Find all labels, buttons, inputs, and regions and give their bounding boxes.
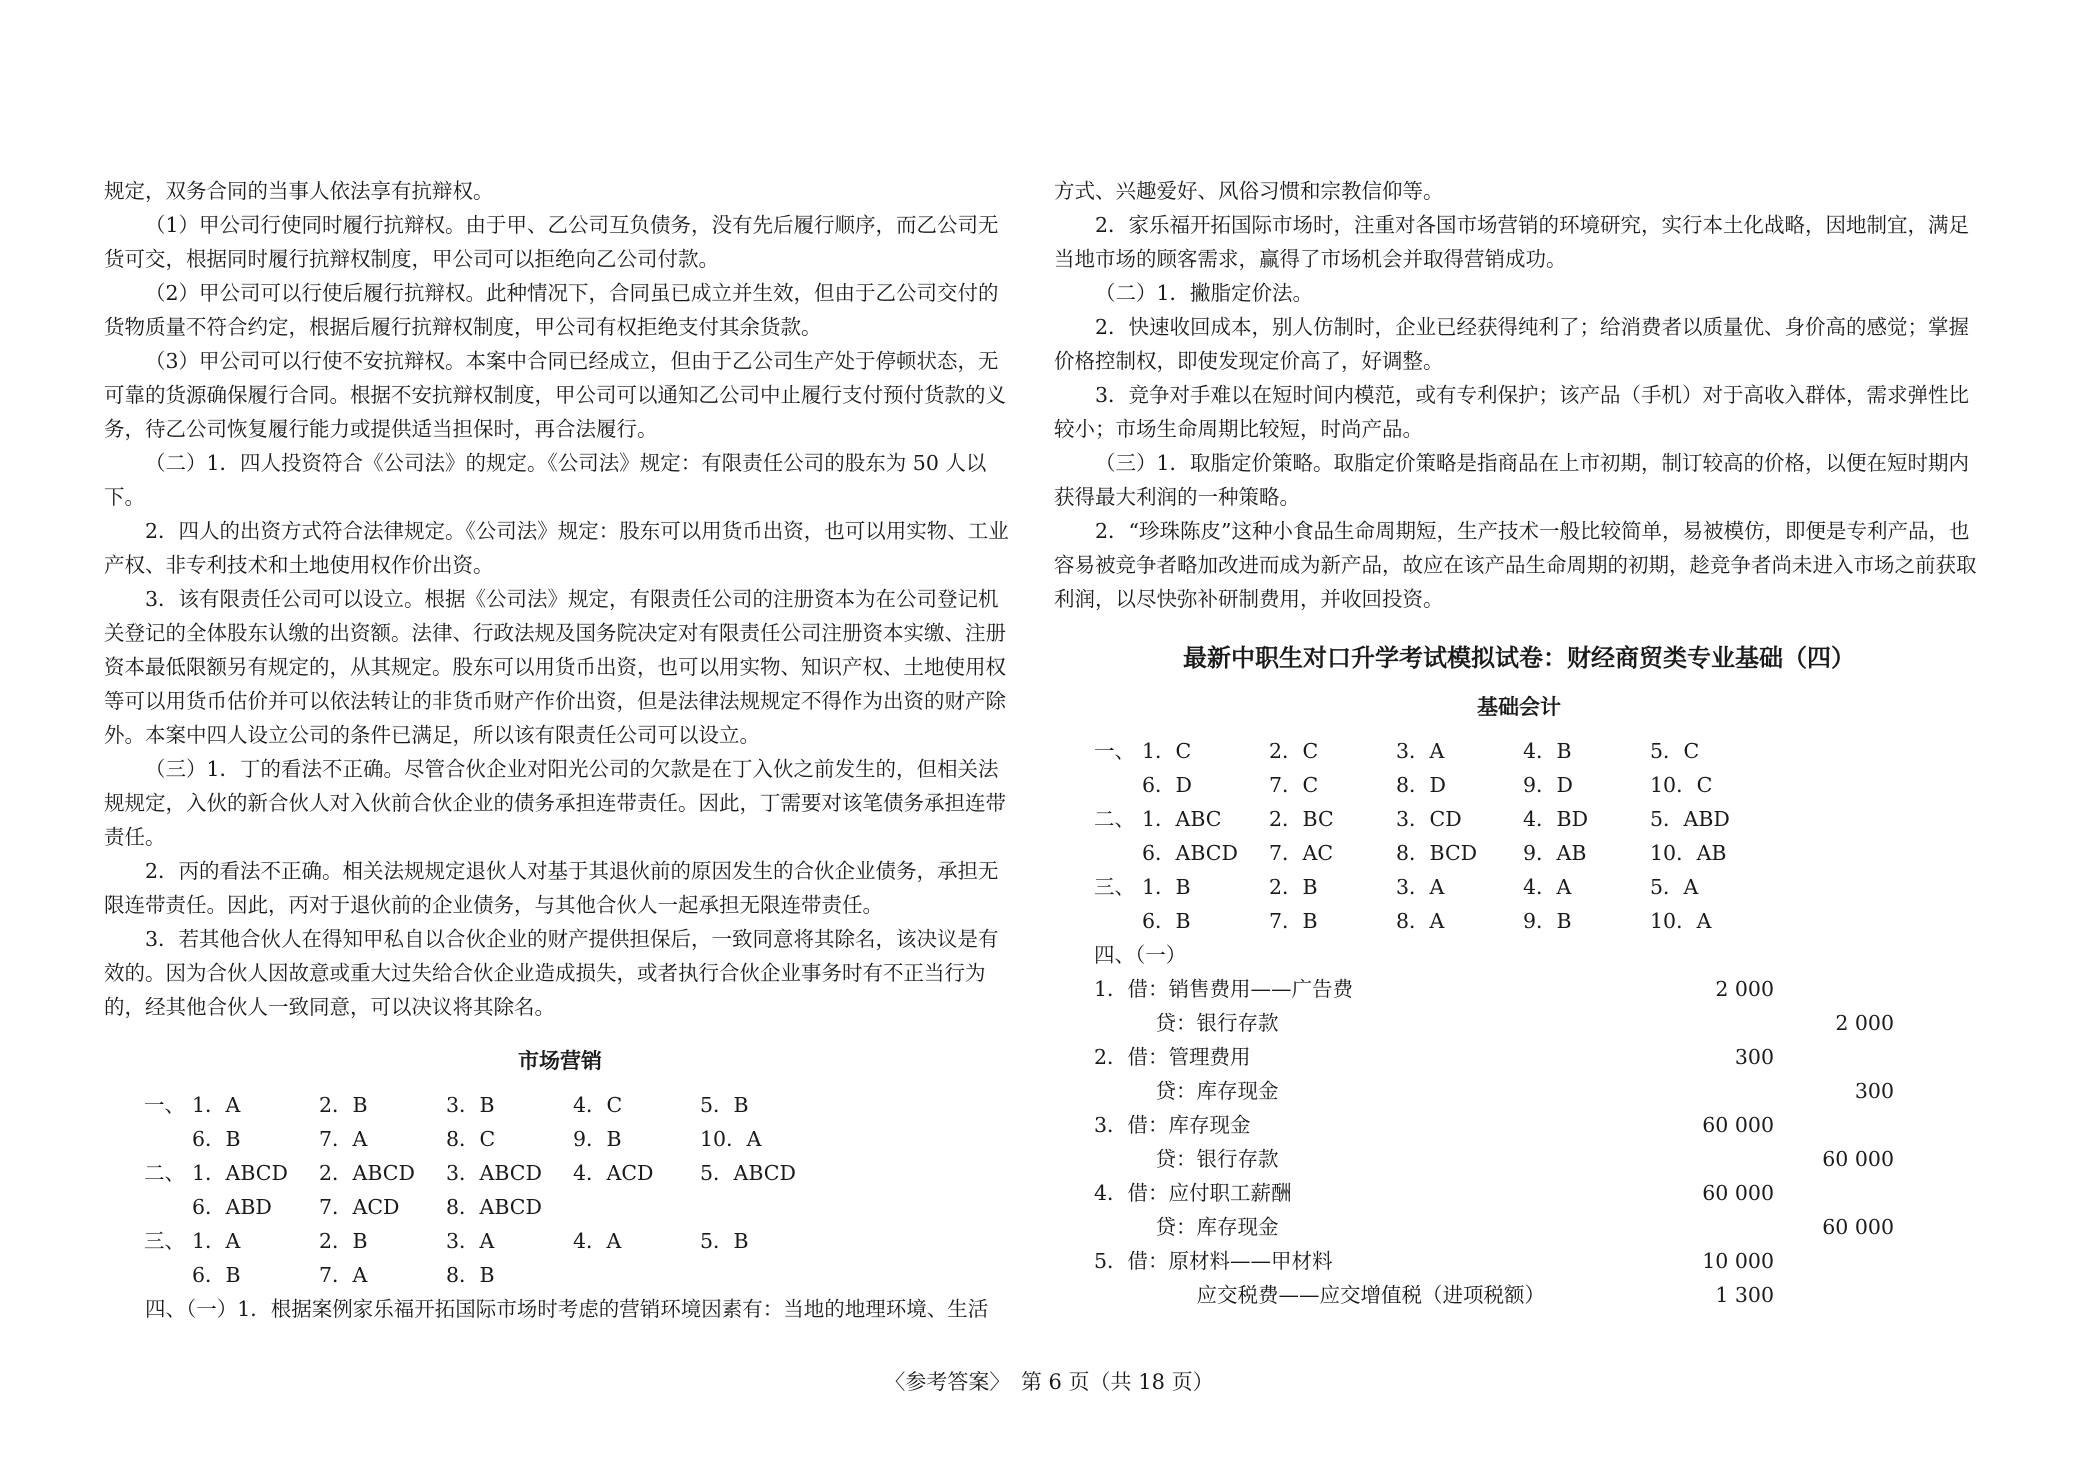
right-column: [1054, 174, 1984, 1312]
answer-cell: 2．ABCD: [319, 1161, 415, 1185]
left-column: [104, 174, 1016, 1326]
paragraph: 2．“珍珠陈皮”这种小食品生命周期短，生产技术一般比较简单，易被模仿，即便是专利产品，也容易被竞争者略加改进而成为新产品，故应在该产品生命周期的初期，趁竞争者尚未进入市场之前获取利润，以尽快弥补研制费用，并收回投资。: [1054, 519, 1977, 611]
marketing-answer-grid: [144, 1088, 1016, 1292]
credit-amount: 60 000: [1822, 1147, 1894, 1171]
answer-cell: 3．CD: [1396, 807, 1462, 831]
journal-account: 5．借：原材料——甲材料: [1094, 1249, 1333, 1273]
debit-amount: 10 000: [1702, 1249, 1774, 1273]
answer-section-label: [1094, 904, 1142, 938]
journal-account: 1．借：销售费用——广告费: [1094, 977, 1354, 1001]
debit-amount: 1 300: [1715, 1283, 1774, 1307]
debit-amount: 2 000: [1715, 977, 1774, 1001]
debit-amount: [1654, 1210, 1774, 1244]
answer-cell: 4．ACD: [573, 1161, 654, 1185]
journal-account: 贷：银行存款: [1094, 1147, 1279, 1171]
answer-cell: 8．BCD: [1396, 841, 1478, 865]
answer-section-label: [144, 1190, 192, 1224]
paragraph: 3．竞争对手难以在短时间内模范，或有专利保护；该产品（手机）对于高收入群体，需求弹性比较小；市场生命周期比较短，时尚产品。: [1054, 383, 1970, 441]
right-paragraphs: [1054, 174, 1984, 616]
answer-cell: 7．A: [319, 1263, 368, 1287]
answer-cell: 1．A: [192, 1093, 241, 1117]
answer-row: [144, 1122, 1016, 1156]
paragraph: 3．若其他合伙人在得知甲私自以合伙企业的财产提供担保后，一致同意将其除名，该决议是有效的。因为合伙人因故意或重大过失给合伙企业造成损失，或者执行合伙企业事务时有不正当行为的，经其他合伙人一致同意，可以决议将其除名。: [104, 927, 999, 1019]
answer-cell: 8．B: [446, 1263, 495, 1287]
paragraph: （二）1．撇脂定价法。: [1095, 281, 1314, 305]
answer-cell: 8．D: [1396, 773, 1446, 797]
answer-cell: 9．B: [573, 1127, 622, 1151]
answer-cell: 5．B: [700, 1093, 749, 1117]
answer-cell: [700, 1190, 827, 1224]
debit-amount: [1654, 1006, 1774, 1040]
debit-amount: 60 000: [1702, 1181, 1774, 1205]
answer-cell: 8．A: [1396, 909, 1445, 933]
paragraph: 2．丙的看法不正确。相关法规规定退伙人对基于其退伙前的原因发生的合伙企业债务，承担无限连带责任。因此，丙对于退伙前的企业债务，与其他合伙人一起承担无限连带责任。: [104, 859, 999, 917]
journal-entry-row: [1094, 1176, 1984, 1210]
paragraph: （1）甲公司行使同时履行抗辩权。由于甲、乙公司互负债务，没有先后履行顺序，而乙公司无货可交，根据同时履行抗辩权制度，甲公司可以拒绝向乙公司付款。: [104, 213, 999, 271]
answer-section-label: 三、: [144, 1229, 185, 1253]
answer-cell: 8．C: [446, 1127, 496, 1151]
debit-amount: [1654, 1142, 1774, 1176]
answer-cell: 1．C: [1142, 739, 1192, 763]
debit-amount: [1654, 1074, 1774, 1108]
answer-cell: 10．A: [1650, 909, 1712, 933]
credit-amount: [1774, 1040, 1894, 1074]
paragraph: （三）1．丁的看法不正确。尽管合伙企业对阳光公司的欠款是在丁入伙之前发生的，但相关法规规定，入伙的新合伙人对入伙前合伙企业的债务承担连带责任。因此，丁需要对该笔债务承担连带责任。: [104, 757, 1006, 849]
credit-amount: [1774, 972, 1894, 1006]
answer-cell: 4．A: [573, 1229, 622, 1253]
answer-cell: 5．ABCD: [700, 1161, 796, 1185]
answer-cell: 4．B: [1523, 739, 1572, 763]
answer-row: [1094, 870, 1984, 904]
answer-cell: 4．BD: [1523, 807, 1589, 831]
journal-entry-row: [1094, 1040, 1984, 1074]
answer-cell: 5．B: [700, 1229, 749, 1253]
paragraph: 3．该有限责任公司可以设立。根据《公司法》规定，有限责任公司的注册资本为在公司登记机关登记的全体股东认缴的出资额。法律、行政法规及国务院决定对有限责任公司注册资本实缴、注册资本最低限额另有规定的，从其规定。股东可以用货币出资，也可以用实物、知识产权、土地使用权等可以用货币估价并可以依法转让的非货币财产作价出资，但是法律法规规定不得作为出资的财产除外。本案中四人设立公司的条件已满足，所以该有限责任公司可以设立。: [104, 587, 1006, 747]
answer-cell: 6．B: [192, 1263, 241, 1287]
answer-cell: 7．AC: [1269, 841, 1334, 865]
journal-entry-row: [1094, 1006, 1984, 1040]
answer-cell: 6．ABD: [192, 1195, 272, 1219]
answer-cell: [573, 1190, 700, 1224]
credit-amount: 300: [1854, 1079, 1894, 1103]
journal-entry-row: [1094, 1210, 1984, 1244]
credit-amount: 60 000: [1822, 1215, 1894, 1239]
journal-account: 贷：银行存款: [1094, 1011, 1279, 1035]
journal-entry-row: [1094, 1074, 1984, 1108]
answer-cell: 9．B: [1523, 909, 1572, 933]
answer-cell: 7．C: [1269, 773, 1319, 797]
answer-cell: 10．A: [700, 1127, 762, 1151]
answer-cell: 10．AB: [1650, 841, 1727, 865]
answer-row: [1094, 734, 1984, 768]
section4-label: 四、（一）: [1094, 943, 1187, 967]
answer-section-label: [144, 1258, 192, 1292]
credit-amount: [1774, 1244, 1894, 1278]
answer-row: [1094, 802, 1984, 836]
answer-cell: 5．A: [1650, 875, 1699, 899]
accounting-answer-grid: [1094, 734, 1984, 938]
answer-cell: 2．B: [319, 1229, 368, 1253]
answer-row: [144, 1156, 1016, 1190]
journal-account: 贷：库存现金: [1094, 1215, 1279, 1239]
credit-amount: [1774, 1176, 1894, 1210]
journal-account: 3．借：库存现金: [1094, 1113, 1251, 1137]
answer-cell: 6．D: [1142, 773, 1192, 797]
paragraph: （2）甲公司可以行使后履行抗辩权。此种情况下，合同虽已成立并生效，但由于乙公司交付的货物质量不符合约定，根据后履行抗辩权制度，甲公司有权拒绝支付其余货款。: [104, 281, 999, 339]
answer-cell: 4．A: [1523, 875, 1572, 899]
journal-account: 2．借：管理费用: [1094, 1045, 1251, 1069]
journal-account: 4．借：应付职工薪酬: [1094, 1181, 1292, 1205]
journal-account: 贷：库存现金: [1094, 1079, 1279, 1103]
credit-amount: [1774, 1278, 1894, 1312]
answer-cell: 3．ABCD: [446, 1161, 542, 1185]
journal-entry-row: [1094, 1278, 1984, 1312]
answer-cell: 5．C: [1650, 739, 1700, 763]
paragraph: 方式、兴趣爱好、风俗习惯和宗教信仰等。: [1054, 179, 1444, 203]
paragraph: （二）1．四人投资符合《公司法》的规定。《公司法》规定：有限责任公司的股东为 50 人以下。: [104, 451, 987, 509]
answer-cell: 6．B: [1142, 909, 1191, 933]
answer-cell: 4．C: [573, 1093, 623, 1117]
answer-cell: 7．A: [319, 1127, 368, 1151]
answer-section-label: 一、: [1094, 739, 1135, 763]
answer-section-label: [1094, 836, 1142, 870]
answer-cell: 2．B: [1269, 875, 1318, 899]
exam-title: 最新中职生对口升学考试模拟试卷：财经商贸类专业基础（四）: [1183, 644, 1855, 672]
answer-section-label: 二、: [144, 1161, 185, 1185]
answer-cell: 1．ABC: [1142, 807, 1222, 831]
answer-row: [1094, 768, 1984, 802]
paragraph: （三）1．取脂定价策略。取脂定价策略是指商品在上市初期，制订较高的价格，以便在短时期内获得最大利润的一种策略。: [1054, 451, 1970, 509]
journal-entry-row: [1094, 1244, 1984, 1278]
answer-section-label: [1094, 768, 1142, 802]
marketing-heading: 市场营销: [518, 1049, 602, 1073]
marketing-section4-paragraph: 四、（一）1．根据案例家乐福开拓国际市场时考虑的营销环境因素有：当地的地理环境、生活: [145, 1297, 989, 1321]
journal-account: 应交税费——应交增值税（进项税额）: [1094, 1283, 1545, 1307]
answer-row: [144, 1088, 1016, 1122]
credit-amount: [1774, 1108, 1894, 1142]
answer-section-label: 三、: [1094, 875, 1135, 899]
paragraph: 2．快速收回成本，别人仿制时，企业已经获得纯利了；给消费者以质量优、身价高的感觉；掌握价格控制权，即使发现定价高了，好调整。: [1054, 315, 1970, 373]
paragraph: 2．家乐福开拓国际市场时，注重对各国市场营销的环境研究，实行本土化战略，因地制宜，满足当地市场的顾客需求，赢得了市场机会并取得营销成功。: [1054, 213, 1970, 271]
page-footer: 〈参考答案〉 第 6 页（共 18 页）: [884, 1370, 1214, 1394]
answer-row: [144, 1190, 1016, 1224]
answer-cell: 3．A: [1396, 875, 1445, 899]
answer-cell: 1．ABCD: [192, 1161, 288, 1185]
answer-cell: [700, 1258, 827, 1292]
answer-section-label: 二、: [1094, 807, 1135, 831]
journal-entry-row: [1094, 972, 1984, 1006]
answer-cell: 7．B: [1269, 909, 1318, 933]
answer-cell: 6．B: [192, 1127, 241, 1151]
answer-section-label: 一、: [144, 1093, 185, 1117]
answer-cell: 2．BC: [1269, 807, 1334, 831]
answer-row: [144, 1224, 1016, 1258]
answer-cell: 2．B: [319, 1093, 368, 1117]
journal-entries: [1054, 972, 1984, 1312]
debit-amount: 300: [1734, 1045, 1774, 1069]
answer-cell: 9．AB: [1523, 841, 1587, 865]
answer-cell: 3．A: [1396, 739, 1445, 763]
answer-cell: 7．ACD: [319, 1195, 400, 1219]
journal-entry-row: [1094, 1142, 1984, 1176]
answer-cell: [573, 1258, 700, 1292]
answer-cell: 1．A: [192, 1229, 241, 1253]
credit-amount: 2 000: [1835, 1011, 1894, 1035]
answer-cell: 8．ABCD: [446, 1195, 542, 1219]
paragraph: （3）甲公司可以行使不安抗辩权。本案中合同已经成立，但由于乙公司生产处于停顿状态，无可靠的货源确保履行合同。根据不安抗辩权制度，甲公司可以通知乙公司中止履行支付预付货款的义务，待乙公司恢复履行能力或提供适当担保时，再合法履行。: [104, 349, 1006, 441]
paragraph: 2．四人的出资方式符合法律规定。《公司法》规定：股东可以用货币出资，也可以用实物、工业产权、非专利技术和土地使用权作价出资。: [104, 519, 1009, 577]
answer-cell: 3．A: [446, 1229, 495, 1253]
accounting-heading: 基础会计: [1477, 695, 1561, 719]
answer-cell: 1．B: [1142, 875, 1191, 899]
journal-entry-row: [1094, 1108, 1984, 1142]
paragraph: 规定，双务合同的当事人依法享有抗辩权。: [104, 179, 494, 203]
answer-row: [144, 1258, 1016, 1292]
answer-section-label: [144, 1122, 192, 1156]
debit-amount: 60 000: [1702, 1113, 1774, 1137]
answer-cell: 9．D: [1523, 773, 1573, 797]
left-paragraphs: [104, 174, 1016, 1024]
answer-row: [1094, 836, 1984, 870]
answer-cell: 10．C: [1650, 773, 1713, 797]
answer-row: [1094, 904, 1984, 938]
answer-cell: 3．B: [446, 1093, 495, 1117]
answer-cell: 6．ABCD: [1142, 841, 1238, 865]
answer-cell: 2．C: [1269, 739, 1319, 763]
answer-cell: 5．ABD: [1650, 807, 1730, 831]
